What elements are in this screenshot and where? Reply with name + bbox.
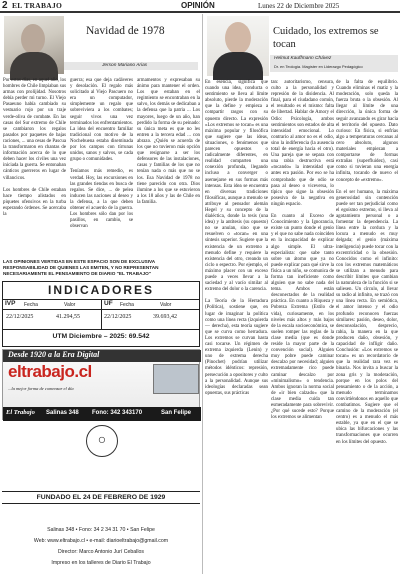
portrait-body — [10, 52, 58, 80]
portrait-head-right — [225, 22, 251, 54]
left-article-col1: Por estos días, en aquel año, los hombres de Chile limpiaban sus armas con prolijidad. Nosotros debía perder mi turno. El Viejo Pasaeuno había cambiado su vestuario rojo por un traje verde-oliva de combate. En las casas del Sur extremo de Chile se cambiaron los regalos pasados por paquetes de bajas raciones, ... una cesas de Pascua la transformaron en chantas de información acerca de lo que deben hacer los civiles una vez iniciada la guerra. Se entonaban cánticos guerreros en lugar de villancicos. Los hombres de Chile estaban hace tiempo alistados en piquetes ofensivos en la turba esperando órdenes. Se acercaba la — [3, 78, 66, 218]
footer-printed: Impreso en los talleres de Diario El Trabajo — [51, 560, 151, 566]
indicators-title: INDICADORES — [47, 283, 154, 297]
author-photo-right — [207, 16, 269, 76]
footer-director: Director: Marco Antonio Jurí Ceballos — [58, 549, 144, 555]
utm-value: UTM Diciembre – 2025: 69.542 — [52, 333, 150, 340]
section-label: OPINIÓN — [181, 1, 215, 10]
indicators-rule-3 — [2, 329, 200, 330]
ad-laptop — [153, 364, 199, 394]
ad-city: San Felipe — [161, 410, 192, 416]
right-article-col2: tan: autoritarismo, censura, culto a la personalidad y represión de la disidencia. Al final, para el ciudadano común, el resultado es el mismo: falta de libertad. Hablar de Amory el Odio: Psicología, ambos sentimientos son estados de alta intensidad emocional. Lo contrario al amor no es el odio, sino la indiferencia (la ausencia total de energía hacia el otro). Una pareja que se separa con una rabia destructiva está «tocando» la intensidad que antes era pasión. Por eso se ha comprobado que de odio se pasa al deseo o viceversa, lo típico que sigue la obsesión posesiva de la negativa en ningún espacio. En cuanto al Exceso de Conocimiento y la Ignorancia, existe un punto donde el genio y el que no sabe nada coinciden en la incapacidad de explicar algo simple. El ultra-especialista: que sabe tanto sobre un átomo que ya no puede explicar para qué sirve la física a un niño, se comunica de forma tan ineficiente como alguien que no sabe nada del tema. Ambos están desconectados de la realidad práctica. En cuanto a Riqueza y Pobreza Extrema (Estilo de vida), curiosamente, en los niveles más altos y más bajos de la escala socioeconómica, se suelen romper las reglas de la clase media (que es donde reside la mayor parte de la convención social). Alguien muy pobre puede caminar descalzo por necesidad; alguien extremadamente rico puede caminar descalzo por «minimalismo» o tendencia. Ambos ignoran la norma social de «ir bien calzado» que la clase media cuida tan esmeradamente para sobrevivir. ¿Por qué sucede esto? Porque los extremos se alimentan — [271, 80, 334, 421]
indicators-mid-divider — [101, 300, 102, 330]
uf-value: 39.693,42 — [153, 314, 177, 320]
ad-slogan: ...la mejor forma de comenzar el día — [8, 386, 74, 391]
ivp-valor-label: Valor — [64, 302, 76, 308]
ad-left-name: El Trabajo — [6, 409, 35, 416]
ivp-value: 41.294,55 — [56, 314, 80, 320]
left-article-col3: armamentos y expresaban su ánimo para mantener el orden. Los que estaban en el regimiento se encontraban en la salvo, los demás se dedicaban a la defensa que la patria ... Los mayores, luego de un año, han perdido la forma de su peinado: su única meta es que no les entren a la tercera edad ... con abrazo. ¿Quién se acuerda de los que no tuvieron más opción que resignarse a ser los defensores de las instalaciones, casas y familias de los que no tenían nada o más que no se los. Esa Navidad de 1978 no tiene parecido con otra. Dios ilumine a los que se estuvieron a los 18 años y las de Chile en la familia. — [137, 78, 202, 205]
column-divider — [202, 14, 203, 574]
left-article-title: Navidad de 1978 — [86, 25, 165, 37]
uf-valor-label: Valor — [160, 302, 172, 308]
uf-fecha-label: Fecha — [120, 302, 134, 308]
ad-address: Salinas 348 — [46, 410, 79, 416]
indicators-rule-2 — [2, 309, 200, 310]
ivp-fecha-label: Fecha — [24, 302, 38, 308]
author-photo-left — [4, 16, 64, 74]
footer-web: Web: www.eltrabajo.cl • e-mail: diarioeltrabajo@gmail.com — [33, 538, 169, 544]
ad-site: eltrabajo.cl — [8, 362, 92, 381]
disclaimer: LAS OPINIONES VERTIDAS EN ESTE ESPACIO SON DE EXCLUSIVA RESPONSABILIDAD DE QUIENES LAS EMITEN, Y NO REPRESENTAN NECESARIAMENTE EL PENSAMIENTO DE DIARIO "EL TRABAJO" — [3, 259, 159, 277]
right-article-col1: En esencia, significa que cuando una idea, conducta o sentimiento se lleva al límite absoluto, pierde la moderación que la define y empieza a compartir rasgos con su opuesto directo. La expresión «Los extremos se tocan» es una máxima popular y filosófica que sugiere que las ideas, situaciones, o fenómenos que parecen opuestos o radicalmente diferentes, en realidad comparten una conexión profunda, llegando incluso a converger o asemejarse en sus formas más intensas. Esta idea se encuentra en diversas tradiciones filosóficas, aunque a menudo se atribuye al pensador alemán Hegel y su concepto de la dialéctica, donde la tesis (una idea) y la antítesis (su opuesto) no se anulan, sino que se resuelven o «tocan» en una síntesis superior. Sugiere que la existencia de un extremo a menudo define y requiere la existencia del otro, creando un ciclo o espectro. Por ejemplo, el máximo placer con un exceso puede a veces llevar a la saciedad y al vacío similar al extremo del dolor o la carencia. La Teoría de la Herradura (Política), sostiene que, en lugar de imaginar la política como una línea recta (izquierda — derecha), esta teoría sugiere que se curva como herradura. Los extremos se curvan hasta casi tocarse. Un régimen de extrema izquierda (Lenin) y uno de extrema derecha (Pinochet) podrían utilizar métodos idénticos: represión, persecución a opositores y culto a la personalidad. Aunque sus ideologías declaradas sean opuestas, sus prácticas — [205, 80, 268, 396]
left-article-col2: guerra; esa que deja cadáveres y desolación. El regalo más solicitado al Viejo Pascuero no era un computador, simplemente un regalo que sobreviviera a los combates; seguir vivos una vez terminados los enfrentamientos. La idea del encuentro familiar tradicional con motivo de la Nochebuena estaba diseminada por los campos con tírrunas unidos, sanos y salvos, se cada grupo o comunidades. Teníamos más remedio, es verdad. Hoy, las excursiones en las grandes tiendas en busca de regalos. Se dice, ... de pelea inducen las naciones al deseo y la defensa, a la que deben obtener el acuerdo de la guerra. Los hombres sólo dan por los pasillos, en cambio, se observan — [70, 78, 133, 230]
footer-address: Salinas 348 • Fono: 34 2 34 31 70 • San Felipe — [47, 527, 155, 533]
right-author-role: Dr. en Teología. Magíster en Liderazgo Pedagógico — [274, 64, 363, 69]
page-number: 2 — [2, 0, 8, 11]
right-article-title: Cuidado, los extremos se tocan — [273, 26, 379, 50]
portrait-body-right — [213, 52, 263, 80]
ad-phone: Fono: 342 343170 — [92, 410, 143, 416]
header-rule — [0, 11, 400, 13]
header-date: Lunes 22 de Diciembre 2025 — [258, 2, 340, 10]
masthead-logo: ○ — [86, 425, 118, 457]
ad-top-text: Desde 1920 a la Era Digital — [8, 350, 100, 359]
uf-date: 22/12/2025 — [104, 314, 132, 320]
paper-name: EL TRABAJO — [12, 1, 63, 10]
left-author: Jerson Mariano Arias — [102, 63, 148, 68]
founded: FUNDADO EL 24 DE FEBRERO DE 1929 — [36, 494, 166, 501]
ivp-date: 22/12/2025 — [6, 314, 34, 320]
right-article-col3: de la falta de equilibrio. Cuando eliminas el matiz y la moderación, solo queda la fuerza bruta o la obsesión. Al llegar al límite de una dirección, la única forma de seguir avanzando es girar hacia el territorio del opuesto. Dato curioso: En física, si enfrías algo a temperaturas cercanas al cero absoluto, algunos materiales empiezan a comportarse de formas extrañas (superfluidez), casi como si tuvieran una energía infinita, tocando de nuevo el concepto de «extremo». En el ser humano, la máxima generosidad sin contención puede ser tan perjudicial como el egoísmo extremo, si lleva al agotamiento personal o a fomentar la dependencia. La línea entre la cordura y la locura a menudo es muy delgada; el genio (máxima inteligencia) puede tocar con la excentricidad o la obsesión. Conocidos como el infinito: con los extremos matemáticos se utilizan a menudo para describir límites que cambian la naturaleza de la función si se saliesen. Un círculo, al llevar su radio al infinito, se trazó con una línea recta. En semiótica, el amor intenso y el odio profundo reconocen fuerzas similares: pasión, deseo, dolor, desconsolación, desprecio, rabia, la manera en la que producen daño, obsesión, y capacidad de infligir daño. Conclusión: «Los extremos se tocan» es un recordatorio de que la realidad rara vez es binaria. Nos invita a buscar la zona gris y la moderación, porque en los polos del pensamiento o de la acción, a menudo terminamos convirtiéndonos en aquello que combatimos. Sugiere que el camino de la moderación (el centro) es a menudo el más estable, ya que en el que se ubica las bifurcaciones y las transformaciones que ocurren en los límites del opuesto. — [336, 80, 398, 445]
portrait-head — [21, 24, 45, 54]
right-author: Helmut Kauffmann Chávez — [274, 56, 332, 61]
ivp-label: IVP — [5, 300, 16, 307]
uf-label: UF — [104, 300, 113, 307]
